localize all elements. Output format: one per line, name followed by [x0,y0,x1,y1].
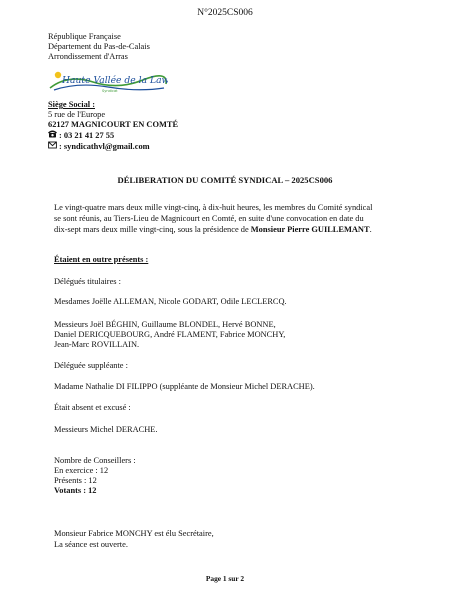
page-footer: Page 1 sur 2 [205,574,245,583]
seat-email-value: : syndicathvl@gmail.com [59,142,150,151]
count-votants [54,486,97,496]
count-presents: Présents : 12 [54,476,97,485]
envelope-icon [48,141,57,149]
present-heading: Étaient en outre présents : [54,255,149,264]
telephone-icon [48,130,57,138]
seat-street: 5 rue de l'Europe [48,110,106,119]
logo-text: Haute Vallée de la Lawe [62,75,168,86]
department-line: Département du Pas-de-Calais [48,42,150,51]
document-number: N°2025CS006 [197,8,253,18]
secretary-line: Monsieur Fabrice MONCHY est élu Secrétaire, [54,529,214,538]
count-votants-text: Votants : 12 [54,486,97,495]
absent-name: Messieurs Michel DERACHE. [54,425,158,434]
seat-label: Siège Social : [48,100,95,109]
titulaires-label: Délégués titulaires : [54,277,121,286]
count-exercice: En exercice : 12 [54,466,109,475]
session-line: La séance est ouverte. [54,540,128,549]
intro-line-3: dix-sept mars deux mille vingt-cinq, sous la présidence de Monsieur Pierre GUILLEMANT. [54,225,372,234]
counts-heading: Nombre de Conseillers : [54,456,136,465]
suppleante-name: Madame Nathalie DI FILIPPO (suppléante de Monsieur Michel DERACHE). [54,382,315,391]
seat-city: 62127 MAGNICOURT EN COMTÉ [48,120,179,129]
intro-last-text: dix-sept mars deux mille vingt-cinq, sous la présidence de [54,225,251,234]
arrondissement-line: Arrondissement d'Arras [48,52,128,61]
seat-email [48,141,150,152]
deliberation-title: DÉLIBERATION DU COMITÉ SYNDICAL – 2025CS006 [117,175,333,185]
logo-graphic [48,68,168,94]
titulaires-messieurs-2: Daniel DERICQUEBOURG, André FLAMENT, Fabrice MONCHY, [54,330,286,339]
absent-label: Était absent et excusé : [54,403,131,412]
intro-line-1: Le vingt-quatre mars deux mille vingt-cinq, à dix-huit heures, les membres du Comité syndical [54,203,373,212]
president-name: Monsieur Pierre GUILLEMANT [250,225,370,234]
syndicate-logo [48,68,168,94]
titulaires-mesdames: Mesdames Joëlle ALLEMAN, Nicole GODART, Odile LECLERCQ. [54,297,287,306]
titulaires-messieurs-1: Messieurs Joël BÉGHIN, Guillaume BLONDEL, Hervé BONNE, [54,320,276,329]
suppleante-label: Déléguée suppléante : [54,361,128,370]
logo-subtext: Syndicat [102,89,118,93]
intro-line-2: se sont réunis, au Tiers-Lieu de Magnicourt en Comté, en suite d'une convocation en date du [54,214,364,223]
titulaires-messieurs-3: Jean-Marc ROVILLAIN. [54,340,140,349]
seat-phone-value: : 03 21 41 27 55 [59,131,115,140]
seat-phone [48,130,114,141]
country-line: République Française [48,32,121,41]
